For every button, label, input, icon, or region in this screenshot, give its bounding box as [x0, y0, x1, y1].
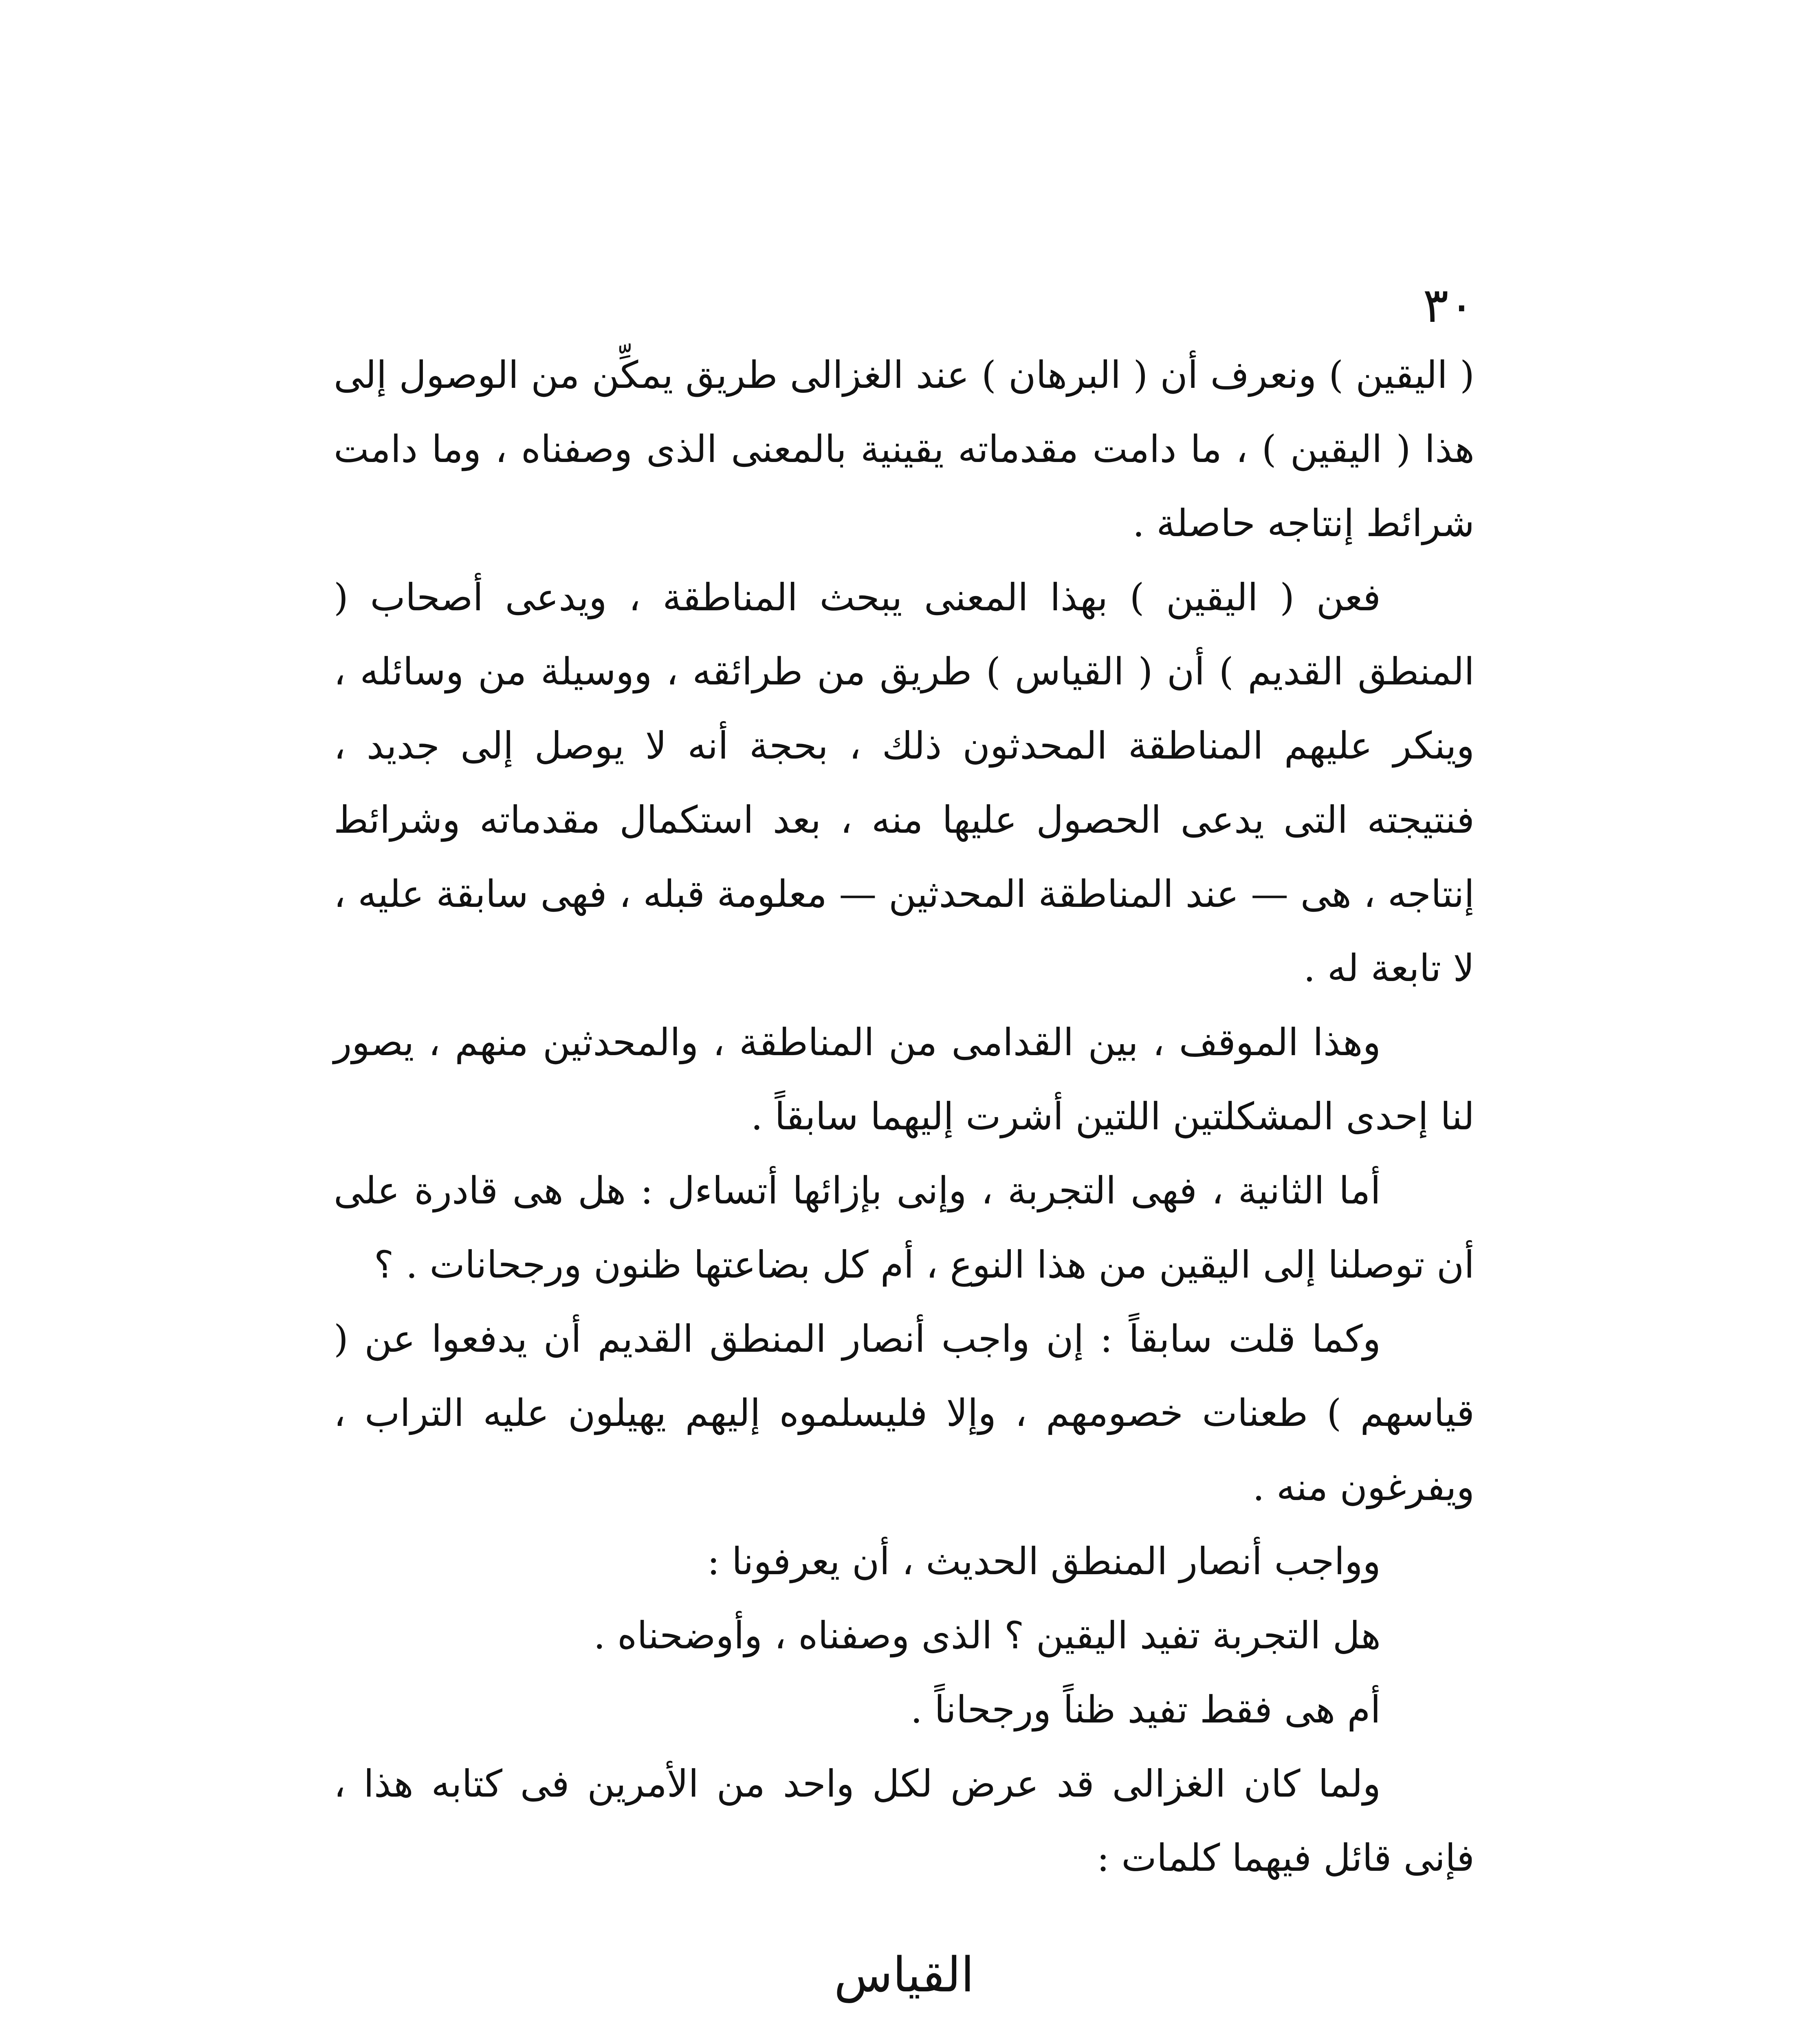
- paragraph-old-logic-syllogism: فعن ( اليقين ) بهذا المعنى يبحث المناطقة ، ويدعى أصحاب ( المنطق القديم ) أن ( القياس ) طريق من طرائقه ، ووسيلة من وسائله ، وينكر عليهم المناطقة المحدثون ذلك ، بحجة أنه لا يوصل إلى جديد ، فنتيجته التى يدعى الحصول عليها منه ، بعد استكمال مقدماته وشرائط إنتاجه ، هى — عند المناطقة المحدثين — معلومة قبله ، فهى سابقة عليه ، لا تابعة له .: [334, 576, 1474, 990]
- paragraph-duty-old-logic: وكما قلت سابقاً : إن واجب أنصار المنطق القديم أن يدفعوا عن ( قياسهم ) طعنات خصومهم ، وإلا فليسلموه إليهم يهيلون عليه التراب ، ويفرغون منه .: [334, 1317, 1474, 1509]
- question-certainty: هل التجربة تفيد اليقين ؟ الذى وصفناه ، وأوضحناه .: [593, 1614, 1381, 1657]
- section-heading-qiyas: القياس: [834, 1947, 975, 2003]
- page-body: [334, 338, 1474, 2037]
- paragraph-ghazali-words: ولما كان الغزالى قد عرض لكل واحد من الأمرين فى كتابه هذا ، فإنى قائل فيهما كلمات :: [334, 1762, 1474, 1880]
- paragraph-yaqin-burhan: ( اليقين ) ونعرف أن ( البرهان ) عند الغزالى طريق يمكِّن من الوصول إلى هذا ( اليقين ) ، ما دامت مقدماته يقينية بالمعنى الذى وصفناه ، وما دامت شرائط إنتاجه حاصلة .: [334, 353, 1474, 545]
- page-number: ٣٠: [1423, 277, 1474, 333]
- paragraph-first-problem: وهذا الموقف ، بين القدامى من المناطقة ، والمحدثين منهم ، يصور لنا إحدى المشكلتين اللتين أشرت إليهما سابقاً .: [334, 1021, 1474, 1138]
- paragraph-second-problem-experiment: أما الثانية ، فهى التجربة ، وإنى بإزائها أتساءل : هل هى قادرة على أن توصلنا إلى اليقين من هذا النوع ، أم كل بضاعتها ظنون ورجحانات . ؟: [334, 1169, 1474, 1287]
- question-probability: أم هى فقط تفيد ظناً ورجحاناً .: [910, 1688, 1381, 1731]
- paragraph-duty-new-logic: وواجب أنصار المنطق الحديث ، أن يعرفونا :: [707, 1540, 1381, 1583]
